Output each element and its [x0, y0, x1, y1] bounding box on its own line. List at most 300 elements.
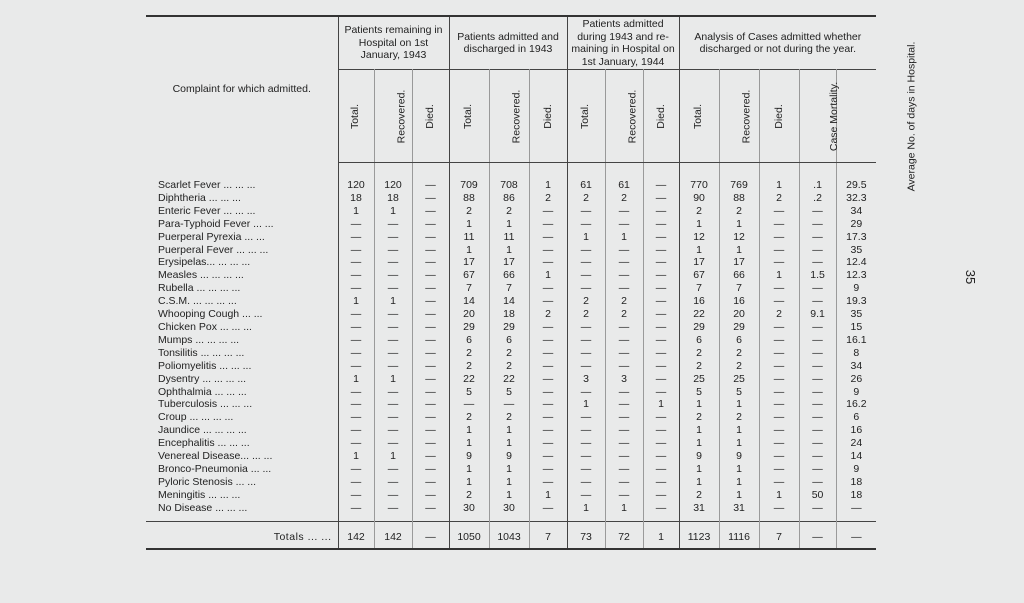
table-cell: —: [605, 218, 643, 231]
table-row: [146, 218, 876, 231]
table-cell: 26: [850, 372, 863, 385]
table-row: [146, 360, 876, 373]
table-cell: 1: [338, 295, 374, 308]
table-cell: —: [605, 282, 643, 295]
table-cell: —: [851, 501, 862, 514]
table-cell: —: [799, 437, 836, 450]
table-cell: 18: [850, 488, 863, 501]
table-cell: 5: [719, 386, 759, 399]
table-cell: —: [567, 424, 605, 437]
table-cell: 1: [719, 489, 759, 502]
table-cell: 25: [679, 373, 719, 386]
table-cell: 9.1: [799, 308, 836, 321]
table-cell: —: [529, 411, 567, 424]
table-cell: 34: [850, 359, 863, 372]
table-cell: 72: [605, 521, 643, 549]
table-cell: 7: [529, 521, 567, 549]
table-cell: 2: [529, 192, 567, 205]
table-cell: 22: [679, 308, 719, 321]
table-cell: —: [799, 205, 836, 218]
table-cell: 30: [449, 502, 489, 515]
table-cell: —: [759, 502, 799, 515]
table-cell: —: [643, 502, 679, 515]
complaint-name: Chicken Pox ... ... ...: [146, 321, 338, 334]
table-cell: —: [799, 398, 836, 411]
table-cell: —: [412, 256, 449, 269]
table-cell: —: [529, 231, 567, 244]
table-row: [146, 231, 876, 244]
table-cell: 120: [374, 163, 412, 192]
table-cell: —: [605, 244, 643, 257]
complaint-name: Meningitis ... ... ...: [146, 489, 338, 502]
table-cell: —: [799, 411, 836, 424]
table-cell: 29: [449, 321, 489, 334]
table-cell: —: [412, 502, 449, 515]
table-cell: —: [643, 334, 679, 347]
table-cell: 86: [489, 192, 529, 205]
table-cell: 50: [799, 489, 836, 502]
table-row: [146, 308, 876, 321]
table-cell: —: [759, 334, 799, 347]
table-cell: —: [759, 295, 799, 308]
table-cell: 16.2: [846, 398, 867, 411]
table-row: [146, 192, 876, 205]
table-cell: —: [643, 489, 679, 502]
table-cell: 1: [449, 437, 489, 450]
table-cell: 88: [449, 192, 489, 205]
table-row: [146, 386, 876, 399]
table-cell: 9: [853, 385, 860, 398]
table-cell: 1: [679, 463, 719, 476]
table-cell: —: [759, 398, 799, 411]
table-cell: —: [412, 334, 449, 347]
table-cell: —: [605, 463, 643, 476]
table-cell: —: [412, 424, 449, 437]
table-cell: —: [489, 398, 529, 411]
table-cell: —: [567, 269, 605, 282]
complaint-name: Tonsilitis ... ... ... ...: [146, 347, 338, 360]
table-cell: 2: [605, 192, 643, 205]
table-cell: 22: [489, 373, 529, 386]
table-cell: —: [338, 398, 374, 411]
table-row: [146, 347, 876, 360]
table-cell: —: [374, 489, 412, 502]
table-cell: —: [799, 424, 836, 437]
table-cell: 1: [449, 244, 489, 257]
column-header-label: Died.: [541, 104, 554, 129]
column-header: [799, 70, 840, 163]
table-cell: —: [412, 269, 449, 282]
complaint-name: Ophthalmia ... ... ...: [146, 386, 338, 399]
table-cell: —: [567, 411, 605, 424]
table-cell: —: [643, 437, 679, 450]
column-header: [679, 70, 719, 163]
table-row: [146, 269, 876, 282]
table-cell: 31: [679, 502, 719, 515]
table-cell: —: [759, 386, 799, 399]
table-cell: 1: [643, 521, 679, 549]
table-cell: —: [338, 502, 374, 515]
complaint-name: Para-Typhoid Fever ... ...: [146, 218, 338, 231]
table-cell: 1: [489, 244, 529, 257]
table-cell: —: [567, 489, 605, 502]
table-cell: 1: [679, 476, 719, 489]
table-cell: 770: [679, 163, 719, 192]
table-cell: —: [374, 502, 412, 515]
table-cell: 9: [719, 450, 759, 463]
table-cell: —: [605, 360, 643, 373]
table-cell: —: [643, 256, 679, 269]
table-cell: —: [643, 386, 679, 399]
table-cell: 11: [489, 231, 529, 244]
table-row: [146, 321, 876, 334]
column-header: [719, 70, 759, 163]
table-cell: 29: [679, 321, 719, 334]
table-cell: 2: [567, 295, 605, 308]
table-cell: 17: [679, 256, 719, 269]
table-cell: 2: [605, 295, 643, 308]
table-cell: 1: [449, 218, 489, 231]
table-cell: 1: [679, 437, 719, 450]
table-cell: 34: [850, 204, 863, 217]
table-cell: 1.5: [799, 269, 836, 282]
column-header-label: Died.: [772, 104, 785, 129]
complaint-name: Mumps ... ... ... ...: [146, 334, 338, 347]
table-cell: 2: [719, 347, 759, 360]
table-cell: 2: [489, 360, 529, 373]
column-header-label: Recovered.: [739, 89, 752, 144]
table-row: [146, 295, 876, 308]
table-cell: 2: [679, 347, 719, 360]
table-cell: 2: [679, 205, 719, 218]
table-cell: 1: [489, 218, 529, 231]
column-header: [338, 70, 374, 163]
table-cell: —: [374, 321, 412, 334]
table-cell: 1: [719, 424, 759, 437]
table-cell: —: [759, 424, 799, 437]
table-cell: 29: [489, 321, 529, 334]
table-cell: —: [374, 411, 412, 424]
table-cell: 6: [853, 411, 860, 424]
complaint-name: Rubella ... ... ... ...: [146, 282, 338, 295]
table-cell: —: [567, 450, 605, 463]
table-cell: —: [759, 373, 799, 386]
complaint-name: Encephalitis ... ... ...: [146, 437, 338, 450]
table-cell: —: [412, 347, 449, 360]
table-cell: 1: [605, 231, 643, 244]
table-cell: 1: [374, 205, 412, 218]
table-cell: —: [605, 437, 643, 450]
table-cell: —: [374, 244, 412, 257]
table-cell: —: [567, 218, 605, 231]
group-header-admitted-discharged: Patients admitted and discharged in 1943: [449, 16, 567, 70]
table-cell: —: [338, 360, 374, 373]
table-cell: —: [799, 347, 836, 360]
table-cell: —: [799, 244, 836, 257]
table-cell: —: [412, 437, 449, 450]
table-cell: —: [567, 386, 605, 399]
table-cell: —: [605, 205, 643, 218]
table-cell: —: [412, 450, 449, 463]
table-cell: 1: [719, 244, 759, 257]
table-cell: —: [759, 476, 799, 489]
table-cell: 14: [449, 295, 489, 308]
table-cell: 1: [529, 489, 567, 502]
table-row: [146, 334, 876, 347]
table-cell: 1: [679, 244, 719, 257]
table-row: [146, 450, 876, 463]
table-cell: 18: [374, 192, 412, 205]
table-cell: 1: [529, 163, 567, 192]
table-cell: 67: [449, 269, 489, 282]
table-cell: 2: [679, 489, 719, 502]
table-cell: —: [529, 437, 567, 450]
table-cell: 2: [489, 411, 529, 424]
complaint-name: Diphtheria ... ... ...: [146, 192, 338, 205]
table-cell: 1: [759, 163, 799, 192]
table-cell: 142: [338, 521, 374, 549]
table-cell: —: [338, 476, 374, 489]
table-cell: —: [643, 411, 679, 424]
table-cell: —: [529, 450, 567, 463]
table-cell: —: [412, 192, 449, 205]
table-cell: 17: [719, 256, 759, 269]
table-cell: 6: [449, 334, 489, 347]
table-cell: —: [799, 450, 836, 463]
column-header-label: Total.: [579, 103, 592, 130]
table-cell: 1: [679, 218, 719, 231]
table-cell: 9: [679, 450, 719, 463]
complaint-name: Puerperal Fever ... ... ...: [146, 244, 338, 257]
table-cell: 2: [567, 308, 605, 321]
table-cell: 12: [719, 231, 759, 244]
table-cell: 2: [759, 308, 799, 321]
table-cell: 14: [489, 295, 529, 308]
table-cell: —: [643, 308, 679, 321]
column-header-label: Average No. of days in Hospital.: [904, 41, 917, 192]
table-cell: —: [412, 489, 449, 502]
table-cell: —: [759, 450, 799, 463]
table-cell: —: [643, 360, 679, 373]
table-cell: 1043: [489, 521, 529, 549]
table-cell: —: [799, 476, 836, 489]
complaint-name: Whooping Cough ... ...: [146, 308, 338, 321]
table-cell: —: [643, 463, 679, 476]
column-header-label: Died.: [423, 104, 436, 129]
table-cell: —: [605, 398, 643, 411]
table-cell: 12.4: [846, 256, 867, 269]
table-cell: 20: [719, 308, 759, 321]
table-cell: —: [799, 386, 836, 399]
table-cell: 35: [850, 243, 863, 256]
table-cell: —: [338, 386, 374, 399]
table-cell: 1: [719, 437, 759, 450]
table-cell: —: [412, 463, 449, 476]
table-cell: —: [759, 218, 799, 231]
table-row: [146, 476, 876, 489]
table-row: [146, 205, 876, 218]
table-cell: —: [412, 398, 449, 411]
table-cell: —: [759, 244, 799, 257]
table-cell: 1: [605, 502, 643, 515]
table-cell: —: [338, 321, 374, 334]
table-cell: 9: [853, 462, 860, 475]
table-cell: —: [643, 295, 679, 308]
complaint-header: Complaint for which admitted.: [146, 16, 338, 163]
table-cell: —: [338, 437, 374, 450]
table-cell: 66: [489, 269, 529, 282]
table-row: [146, 244, 876, 257]
table-cell: 1: [567, 231, 605, 244]
table-cell: 6: [719, 334, 759, 347]
column-header-label: Total.: [692, 103, 705, 130]
table-cell: —: [567, 437, 605, 450]
table-cell: 7: [489, 282, 529, 295]
table-cell: 2: [489, 205, 529, 218]
column-header-label: Recovered.: [509, 89, 522, 144]
table-cell: 88: [719, 192, 759, 205]
table-row: [146, 411, 876, 424]
table-cell: —: [529, 463, 567, 476]
table-cell: 18: [489, 308, 529, 321]
complaint-name: Measles ... ... ... ...: [146, 269, 338, 282]
table-cell: 2: [449, 360, 489, 373]
table-cell: —: [529, 282, 567, 295]
table-cell: 1: [567, 398, 605, 411]
table-cell: 12: [679, 231, 719, 244]
table-cell: —: [567, 360, 605, 373]
table-cell: —: [643, 244, 679, 257]
complaint-name: Poliomyelitis ... ... ...: [146, 360, 338, 373]
table-row: [146, 463, 876, 476]
table-cell: 1123: [679, 521, 719, 549]
table-cell: 5: [449, 386, 489, 399]
table-cell: 17: [449, 256, 489, 269]
table-cell: —: [449, 398, 489, 411]
table-cell: —: [529, 424, 567, 437]
table-cell: —: [605, 334, 643, 347]
table-cell: 9: [449, 450, 489, 463]
table-cell: —: [529, 476, 567, 489]
totals-row: [146, 521, 876, 549]
table-cell: 1: [567, 502, 605, 515]
table-cell: 1: [374, 295, 412, 308]
table-cell: —: [643, 269, 679, 282]
table-cell: —: [567, 256, 605, 269]
table-row: [146, 502, 876, 515]
table-cell: —: [799, 295, 836, 308]
table-cell: 16.1: [846, 333, 867, 346]
column-header: [489, 70, 529, 163]
table-cell: —: [374, 256, 412, 269]
table-cell: —: [338, 282, 374, 295]
table-cell: —: [605, 321, 643, 334]
table-cell: —: [567, 282, 605, 295]
complaint-name: Tuberculosis ... ... ...: [146, 398, 338, 411]
table-cell: 2: [529, 308, 567, 321]
complaint-name: Erysipelas... ... ... ...: [146, 256, 338, 269]
table-cell: 35: [850, 308, 863, 321]
table-cell: —: [374, 308, 412, 321]
table-cell: 1: [719, 218, 759, 231]
table-cell: —: [529, 321, 567, 334]
table-cell: —: [605, 256, 643, 269]
table-cell: —: [643, 163, 679, 192]
table-cell: —: [338, 218, 374, 231]
table-cell: 32.3: [846, 191, 867, 204]
page-number: 35: [963, 269, 978, 285]
table-cell: —: [412, 476, 449, 489]
table-cell: 769: [719, 163, 759, 192]
complaint-name: No Disease ... ... ...: [146, 502, 338, 515]
table-cell: —: [374, 218, 412, 231]
table-cell: —: [643, 373, 679, 386]
table-cell: —: [412, 244, 449, 257]
table-cell: —: [338, 269, 374, 282]
table-cell: .2: [799, 192, 836, 205]
table-cell: —: [529, 398, 567, 411]
table-cell: 2: [679, 360, 719, 373]
complaint-name: Bronco-Pneumonia ... ...: [146, 463, 338, 476]
table-cell: —: [529, 256, 567, 269]
table-cell: —: [799, 282, 836, 295]
table-cell: —: [643, 192, 679, 205]
table-cell: 2: [449, 489, 489, 502]
table-cell: 2: [567, 192, 605, 205]
complaint-name: Pyloric Stenosis ... ...: [146, 476, 338, 489]
table-cell: —: [338, 424, 374, 437]
table-cell: 5: [679, 386, 719, 399]
table-cell: —: [643, 450, 679, 463]
table-cell: 30: [489, 502, 529, 515]
table-cell: 61: [605, 163, 643, 192]
table-cell: 2: [449, 411, 489, 424]
table-cell: 29.5: [846, 179, 867, 191]
table-row: [146, 373, 876, 386]
column-header: [449, 70, 489, 163]
table-cell: —: [643, 321, 679, 334]
table-cell: 6: [679, 334, 719, 347]
table-cell: —: [338, 308, 374, 321]
table-cell: —: [412, 295, 449, 308]
column-header-label: Total.: [462, 103, 475, 130]
table-cell: 1: [759, 269, 799, 282]
table-cell: 67: [679, 269, 719, 282]
table-cell: —: [374, 476, 412, 489]
table-cell: 7: [449, 282, 489, 295]
group-header-remaining-1943: Patients remaining in Hospital on 1st January, 1943: [338, 16, 449, 70]
table-cell: 25: [719, 373, 759, 386]
table-cell: —: [412, 411, 449, 424]
table-cell: 5: [489, 386, 529, 399]
table-cell: —: [643, 347, 679, 360]
table-cell: —: [338, 256, 374, 269]
table-cell: 15: [850, 320, 863, 333]
table-cell: —: [759, 411, 799, 424]
table-cell: —: [567, 321, 605, 334]
table-cell: —: [799, 334, 836, 347]
table-cell: 709: [449, 163, 489, 192]
table-cell: 16: [850, 424, 863, 437]
table-cell: —: [759, 360, 799, 373]
table-cell: —: [605, 347, 643, 360]
table-cell: —: [799, 502, 836, 515]
table-cell: 1: [759, 489, 799, 502]
table-cell: —: [529, 334, 567, 347]
table-cell: —: [412, 373, 449, 386]
table-cell: —: [605, 411, 643, 424]
table-row: [146, 424, 876, 437]
